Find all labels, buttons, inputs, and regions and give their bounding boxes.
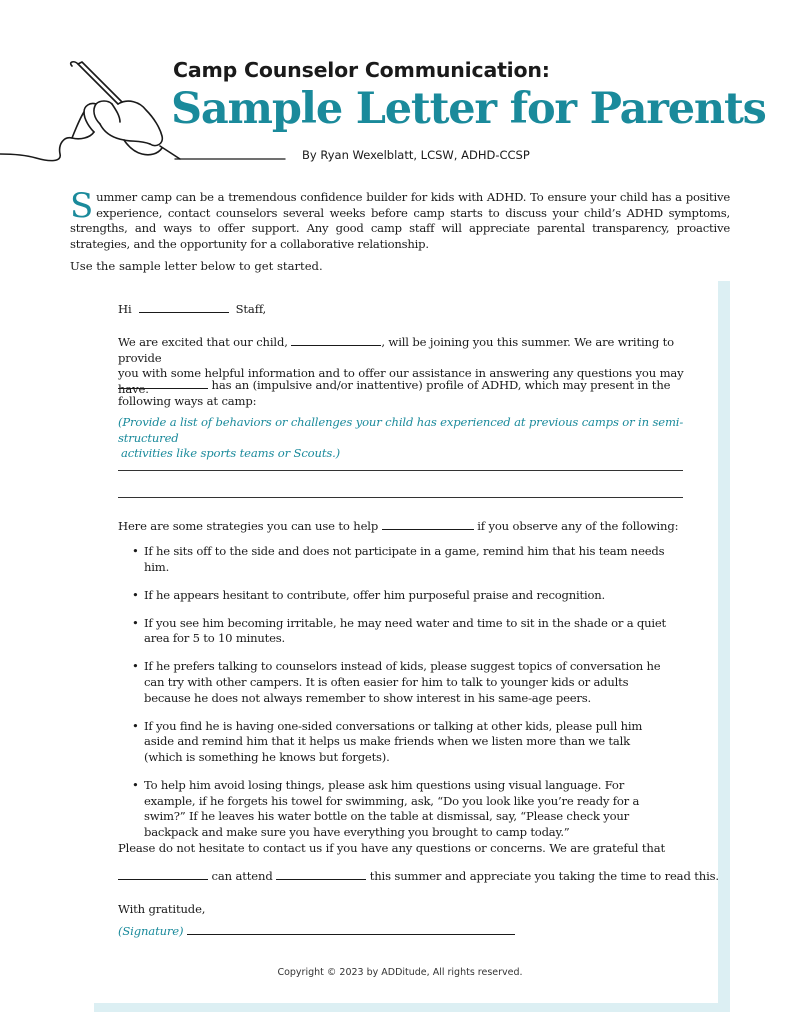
intro-instruction: Use the sample letter below to get started. xyxy=(70,259,323,273)
strategies-post: if you observe any of the following: xyxy=(477,519,679,533)
list-item: • If he sits off to the side and does not participate in a game, remind him that his team needs him. xyxy=(132,544,665,574)
letter-instruction xyxy=(118,415,688,462)
write-in-line-2[interactable] xyxy=(118,497,683,498)
intro-paragraph xyxy=(70,186,730,252)
camp-name-blank[interactable] xyxy=(139,301,229,313)
letter-paragraph-2 xyxy=(118,377,688,409)
p1-rest: , will be joining you this summer. We are writing to provide xyxy=(118,335,674,365)
signature-row xyxy=(118,923,515,940)
greeting-hi: Hi xyxy=(118,302,132,316)
list-item: • If you find he is having one-sided conversations or talking at other kids, please pull him aside and remind him that it helps us make friends when we listen more than we talk (which is something he knows but forgets). xyxy=(132,718,643,764)
list-item: • If he prefers talking to counselors instead of kids, please suggest topics of conversation he can try with other campers. It is often easier for him to talk to younger kids or adults because he does not always remember to show interest in his same-age peers. xyxy=(132,659,661,705)
letter-greeting xyxy=(118,301,266,318)
p1-line2: you with some helpful information and to offer our assistance in answering any questions you may have. xyxy=(118,366,684,396)
signature-line[interactable] xyxy=(187,923,515,935)
closing-paragraph: Please do not hesitate to contact us if you have any questions or concerns. We are grateful that xyxy=(118,841,665,855)
child-name-blank-4[interactable] xyxy=(118,868,208,880)
signoff: With gratitude, xyxy=(118,902,206,916)
list-item: • To help him avoid losing things, please ask him questions using visual language. For example, if he forgets his towel for swimming, ask, “Do you look like you’re ready for a swim?” If he leaves his water bottle on the table at dismissal, say, “Please check your backpack and make sure you have everything you brought to camp today.” xyxy=(132,778,640,839)
drop-cap: S xyxy=(70,186,94,226)
header-kicker: Camp Counselor Communication: xyxy=(173,58,550,82)
byline: By Ryan Wexelblatt, LCSW, ADHD-CCSP xyxy=(302,148,530,162)
instruction-line-1: (Provide a list of behaviors or challenges your child has experienced at previous camps or in semi-structured xyxy=(118,415,684,445)
page-title: Sample Letter for Parents xyxy=(171,84,766,134)
strategy-list xyxy=(130,544,670,853)
closing-line xyxy=(118,868,719,885)
instruction-line-2: activities like sports teams or Scouts.) xyxy=(121,446,341,461)
child-name-blank-3[interactable] xyxy=(382,518,474,530)
greeting-staff: Staff, xyxy=(235,302,267,316)
intro-text: ummer camp can be a tremendous confidence builder for kids with ADHD. To ensure your child has a positive experience, contact counselors several weeks before camp starts to discuss your child’s ADHD symptoms, strengths, and ways to offer support. Any good camp staff will appreciate parental transparency, proactive strategies, and the opportunity for a collaborative relationship. xyxy=(70,190,730,251)
p2-line2: following ways at camp: xyxy=(118,393,257,408)
child-name-blank[interactable] xyxy=(291,334,381,346)
signature-label: (Signature) xyxy=(118,924,184,938)
strategies-intro xyxy=(118,518,688,535)
child-name-blank-2[interactable] xyxy=(118,377,208,389)
list-item: • If you see him becoming irritable, he may need water and time to sit in the shade or a quiet area for 5 to 10 minutes. xyxy=(132,615,667,646)
list-item: • If he appears hesitant to contribute, offer him purposeful praise and recognition. xyxy=(132,587,606,602)
p2-rest: has an (impulsive and/or inattentive) profile of ADHD, which may present in the xyxy=(211,378,671,392)
write-in-line-1[interactable] xyxy=(118,470,683,471)
copyright: Copyright © 2023 by ADDitude, All rights reserved. xyxy=(277,967,523,978)
closing-post: this summer and appreciate you taking the time to read this. xyxy=(369,869,719,883)
closing-mid: can attend xyxy=(211,869,273,883)
camp-name-blank-2[interactable] xyxy=(276,868,366,880)
p1-intro: We are excited that our child, xyxy=(118,335,288,349)
strategies-pre: Here are some strategies you can use to help xyxy=(118,519,379,533)
